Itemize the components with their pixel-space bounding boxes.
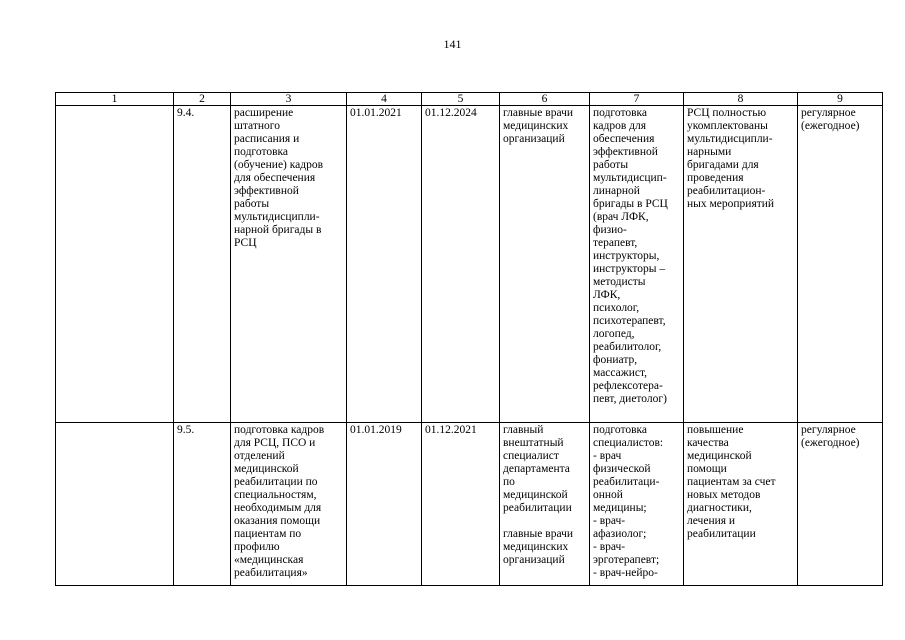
- text-line: РСЦ: [234, 237, 257, 249]
- text-line: медицины;: [593, 502, 647, 514]
- characteristic-cell: [590, 423, 684, 586]
- text-line: укомплектованы: [687, 120, 768, 132]
- text-line: регулярное: [801, 424, 856, 436]
- text-line: (ежегодное): [801, 437, 860, 449]
- text-line: регулярное: [801, 107, 856, 119]
- text-line: главный: [503, 424, 544, 436]
- header-col-1: 1: [56, 93, 174, 106]
- activity-cell: [231, 106, 347, 423]
- text-line: главные врачи: [503, 107, 574, 119]
- text-line: пациентам за счет: [687, 476, 776, 488]
- activity-cell: [231, 423, 347, 586]
- text-line: лечения и: [687, 515, 736, 527]
- header-col-6: 6: [500, 93, 590, 106]
- end-date: 01.12.2021: [422, 423, 500, 586]
- text-line: психотерапевт,: [593, 315, 666, 327]
- header-col-3: 3: [231, 93, 347, 106]
- text-line: - врач: [593, 450, 622, 462]
- text-line: организаций: [503, 554, 565, 566]
- text-line: подготовка: [593, 107, 648, 119]
- text-line: бригадами для: [687, 159, 759, 171]
- responsible-cell: [500, 423, 590, 586]
- cell-col1: [56, 106, 174, 423]
- text-line: для РСЦ, ПСО и: [234, 437, 316, 449]
- text-line: реабилитации по: [234, 476, 318, 488]
- text-line: медицинских: [503, 541, 569, 553]
- item-number: 9.5.: [174, 423, 231, 586]
- result-cell: [684, 106, 798, 423]
- text-line: РСЦ полностью: [687, 107, 767, 119]
- text-line: реабилитацион-: [687, 185, 766, 197]
- text-line: (врач ЛФК,: [593, 211, 649, 223]
- text-line: новых методов: [687, 489, 761, 501]
- text-line: обеспечения: [593, 133, 655, 145]
- text-line: массажист,: [593, 367, 647, 379]
- text-line: медицинской: [687, 450, 752, 462]
- text-line: главные врачи: [503, 528, 574, 540]
- text-line: ных мероприятий: [687, 198, 775, 210]
- text-line: организаций: [503, 133, 565, 145]
- text-line: - врач-: [593, 541, 626, 553]
- text-line: эффективной: [234, 185, 299, 197]
- text-line: подготовка: [234, 146, 289, 158]
- header-col-7: 7: [590, 93, 684, 106]
- text-line: медицинских: [503, 120, 569, 132]
- header-col-4: 4: [347, 93, 422, 106]
- text-line: афазиолог;: [593, 528, 647, 540]
- text-line: специальностям,: [234, 489, 317, 501]
- text-line: работы: [593, 159, 629, 171]
- text-line: кадров для: [593, 120, 647, 132]
- text-line: профилю: [234, 541, 280, 553]
- text-line: инструкторы –: [593, 263, 666, 275]
- text-line: психолог,: [593, 302, 640, 314]
- table-row-9-5: [56, 423, 883, 586]
- text-line: расписания и: [234, 133, 300, 145]
- item-number: 9.4.: [174, 106, 231, 423]
- start-date: 01.01.2019: [347, 423, 422, 586]
- text-line: методисты: [593, 276, 646, 288]
- header-row: [56, 93, 883, 106]
- text-line: - врач-нейро-: [593, 567, 658, 579]
- text-line: мультидисципли-: [687, 133, 773, 145]
- plan-table: [55, 92, 883, 586]
- text-line: качества: [687, 437, 729, 449]
- responsible-specialist: [503, 424, 586, 515]
- result-cell: [684, 423, 798, 586]
- text-line: внештатный: [503, 437, 564, 449]
- text-line: специалистов:: [593, 437, 664, 449]
- text-line: реабилитации: [503, 502, 572, 514]
- text-line: отделений: [234, 450, 285, 462]
- responsible-chiefs: [503, 528, 586, 567]
- text-line: певт, диетолог): [593, 393, 667, 405]
- text-line: (ежегодное): [801, 120, 860, 132]
- text-line: проведения: [687, 172, 744, 184]
- cell-col1: [56, 423, 174, 586]
- text-line: медицинской: [503, 489, 568, 501]
- text-line: медицинской: [234, 463, 299, 475]
- text-line: (обучение) кадров: [234, 159, 324, 171]
- text-line: линарной: [593, 185, 640, 197]
- header-col-2: 2: [174, 93, 231, 106]
- text-line: для обеспечения: [234, 172, 316, 184]
- text-line: терапевт,: [593, 237, 638, 249]
- text-line: ЛФК,: [593, 289, 621, 301]
- text-line: логопед,: [593, 328, 635, 340]
- header-col-5: 5: [422, 93, 500, 106]
- text-line: повышение: [687, 424, 744, 436]
- text-line: реабилитация»: [234, 567, 308, 579]
- table-row-9-4: [56, 106, 883, 423]
- text-line: расширение: [234, 107, 294, 119]
- text-line: эффективной: [593, 146, 658, 158]
- header-col-9: 9: [798, 93, 883, 106]
- text-line: фониатр,: [593, 354, 638, 366]
- text-line: реабилитолог,: [593, 341, 662, 353]
- text-line: онной: [593, 489, 623, 501]
- text-line: «медицинская: [234, 554, 304, 566]
- frequency-cell: [798, 106, 883, 423]
- text-line: оказания помощи: [234, 515, 321, 527]
- end-date: 01.12.2024: [422, 106, 500, 423]
- characteristic-cell: [590, 106, 684, 423]
- text-line: реабилитации: [687, 528, 756, 540]
- page-number: 141: [443, 37, 462, 51]
- text-line: пациентам по: [234, 528, 302, 540]
- text-line: диагностики,: [687, 502, 752, 514]
- text-line: мультидисцип-: [593, 172, 667, 184]
- text-line: бригады в РСЦ: [593, 198, 668, 210]
- text-line: по: [503, 476, 515, 488]
- text-line: эрготерапевт;: [593, 554, 660, 566]
- text-line: штатного: [234, 120, 280, 132]
- text-line: департамента: [503, 463, 570, 475]
- frequency-cell: [798, 423, 883, 586]
- text-line: физической: [593, 463, 651, 475]
- text-line: необходимым для: [234, 502, 322, 514]
- text-line: специалист: [503, 450, 559, 462]
- text-line: подготовка кадров: [234, 424, 325, 436]
- text-line: физио-: [593, 224, 627, 236]
- text-line: инструкторы,: [593, 250, 660, 262]
- text-line: нарными: [687, 146, 732, 158]
- text-line: - врач-: [593, 515, 626, 527]
- header-col-8: 8: [684, 93, 798, 106]
- start-date: 01.01.2021: [347, 106, 422, 423]
- text-line: реабилитаци-: [593, 476, 660, 488]
- responsible-cell: [500, 106, 590, 423]
- text-line: помощи: [687, 463, 727, 475]
- text-line: работы: [234, 198, 270, 210]
- text-line: подготовка: [593, 424, 648, 436]
- text-line: нарной бригады в: [234, 224, 322, 236]
- text-line: мультидисципли-: [234, 211, 320, 223]
- spacer: [503, 515, 586, 528]
- text-line: рефлексотера-: [593, 380, 663, 392]
